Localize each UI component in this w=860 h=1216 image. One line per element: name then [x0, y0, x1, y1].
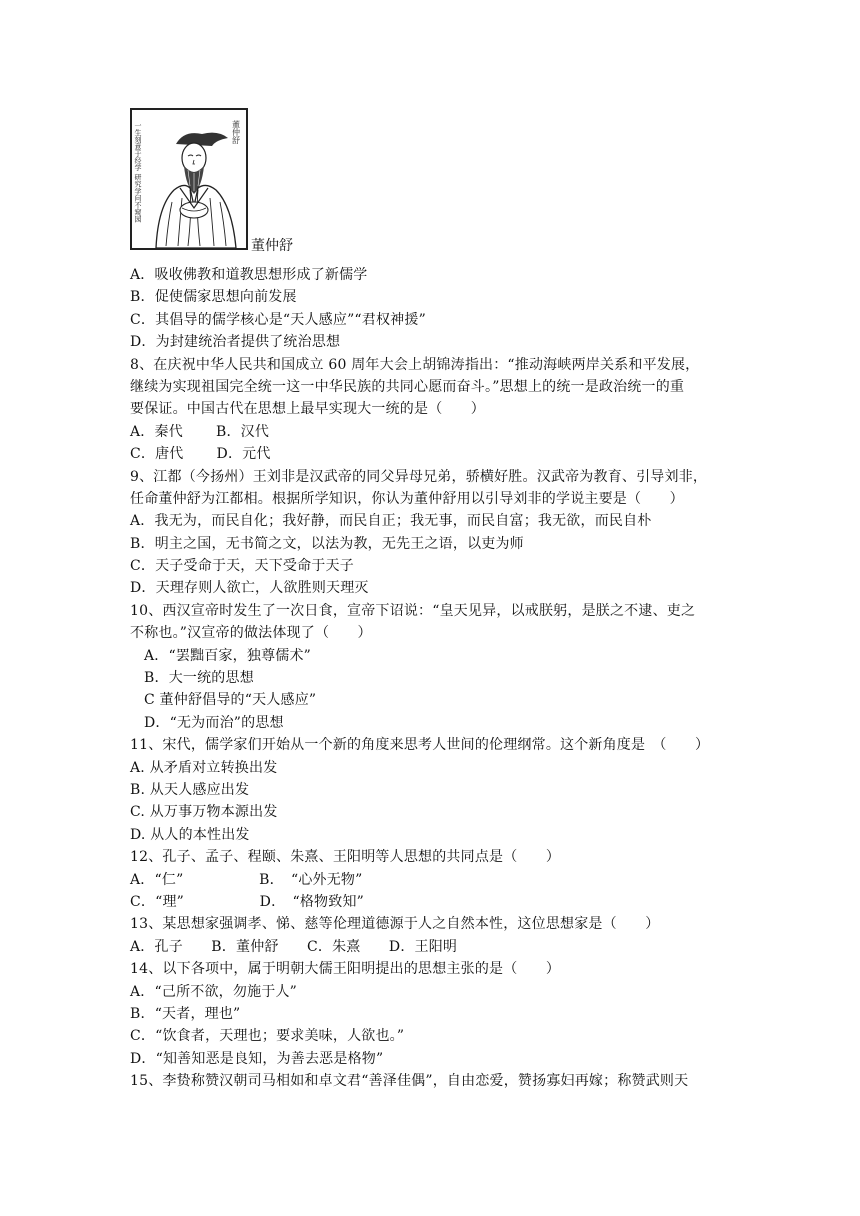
option-line: B．“天者，理也”	[130, 1005, 241, 1022]
question-10-stem: 不称也。”汉宣帝的做法体现了（ ）	[130, 625, 372, 642]
question-15-stem: 15、李贽称赞汉朝司马相如和卓文君“善泽佳偶”，自由恋爱，赞扬寡妇再嫁；称赞武则天	[130, 1073, 689, 1090]
option-line: D. 从人的本性出发	[130, 826, 250, 843]
option-line: B．明主之国，无书简之文，以法为教，无先王之语，以吏为师	[130, 535, 524, 552]
option-line: D．天理存则人欲亡，人欲胜则天理灭	[130, 580, 369, 597]
option-line: A．“己所不欲，勿施于人”	[130, 983, 298, 1000]
option-line: C．天子受命于天，天下受命于天子	[130, 558, 354, 575]
question-13-stem: 13、某思想家强调孝、悌、慈等伦理道德源于人之自然本性，这位思想家是（ ）	[130, 916, 660, 933]
portrait-illustration	[132, 110, 246, 248]
option-line: C．唐代 D．元代	[130, 446, 271, 463]
option-line: A．秦代 B．汉代	[130, 423, 270, 440]
option-line: C．其倡导的儒学核心是“天人感应”“君权神援”	[130, 311, 426, 328]
option-line: A．“罢黜百家，独尊儒术”	[144, 647, 312, 664]
option-line: B. 从天人感应出发	[130, 781, 250, 798]
question-8-stem: 8、在庆祝中华人民共和国成立 60 周年大会上胡锦涛指出：“推动海峡两岸关系和平发展，	[130, 356, 700, 373]
option-line: C 董仲舒倡导的“天人感应”	[144, 692, 317, 709]
option-line: D．“无为而治”的思想	[144, 714, 284, 731]
option-line: D．“知善知恶是良知，为善去恶是格物”	[130, 1050, 384, 1067]
option-line: B．促使儒家思想向前发展	[130, 289, 297, 306]
question-8-stem: 要保证。中国古代在思想上最早实现大一统的是（ ）	[130, 401, 485, 418]
option-line: A．孔子 B．董仲舒 C．朱熹 D．王阳明	[130, 938, 458, 955]
question-8-stem: 继续为实现祖国完全统一这一中华民族的共同心愿而奋斗。”思想上的统一是政治统一的重	[130, 378, 685, 395]
portrait-side-text: 一生刻意于经学 研究学问不窥园	[134, 122, 142, 223]
option-line: C. 从万事万物本源出发	[130, 804, 278, 821]
question-12-stem: 12、孔子、孟子、程颐、朱熹、王阳明等人思想的共同点是（ ）	[130, 849, 561, 866]
question-9-stem: 任命董仲舒为江都相。根据所学知识，你认为董仲舒用以引导刘非的学说主要是（ ）	[130, 490, 684, 507]
portrait-caption: 董仲舒	[251, 238, 293, 254]
question-10-stem: 10、西汉宣帝时发生了一次日食，宣帝下诏说：“皇天见异，以戒朕躬，是朕之不逮、吏之	[130, 602, 696, 619]
question-14-stem: 14、以下各项中，属于明朝大儒王阳明提出的思想主张的是（ ）	[130, 961, 561, 978]
portrait-inscription: 董仲舒	[231, 120, 241, 144]
option-line: A．吸收佛教和道教思想形成了新儒学	[130, 267, 368, 283]
option-line: B．大一统的思想	[144, 670, 254, 687]
question-text-block	[130, 264, 740, 1092]
question-9-stem: 9、江都（今扬州）王刘非是汉武帝的同父异母兄弟，骄横好胜。汉武帝为教育、引导刘非，	[130, 468, 708, 485]
dong-zhongshu-portrait	[130, 108, 248, 250]
option-line: C．“理” D． “格物致知”	[130, 893, 365, 910]
option-line: A. 从矛盾对立转换出发	[130, 759, 278, 776]
option-line: A．“仁” B． “心外无物”	[130, 871, 363, 888]
option-line: C．“饮食者，天理也；要求美味，人欲也。”	[130, 1028, 405, 1045]
option-line: D．为封建统治者提供了统治思想	[130, 334, 341, 351]
option-line: A．我无为，而民自化；我好静，而民自正；我无事，而民自富；我无欲，而民自朴	[130, 513, 652, 530]
question-11-stem: 11、宋代，儒学家们开始从一个新的角度来思考人世间的伦理纲常。这个新角度是 （ ）	[130, 737, 710, 754]
